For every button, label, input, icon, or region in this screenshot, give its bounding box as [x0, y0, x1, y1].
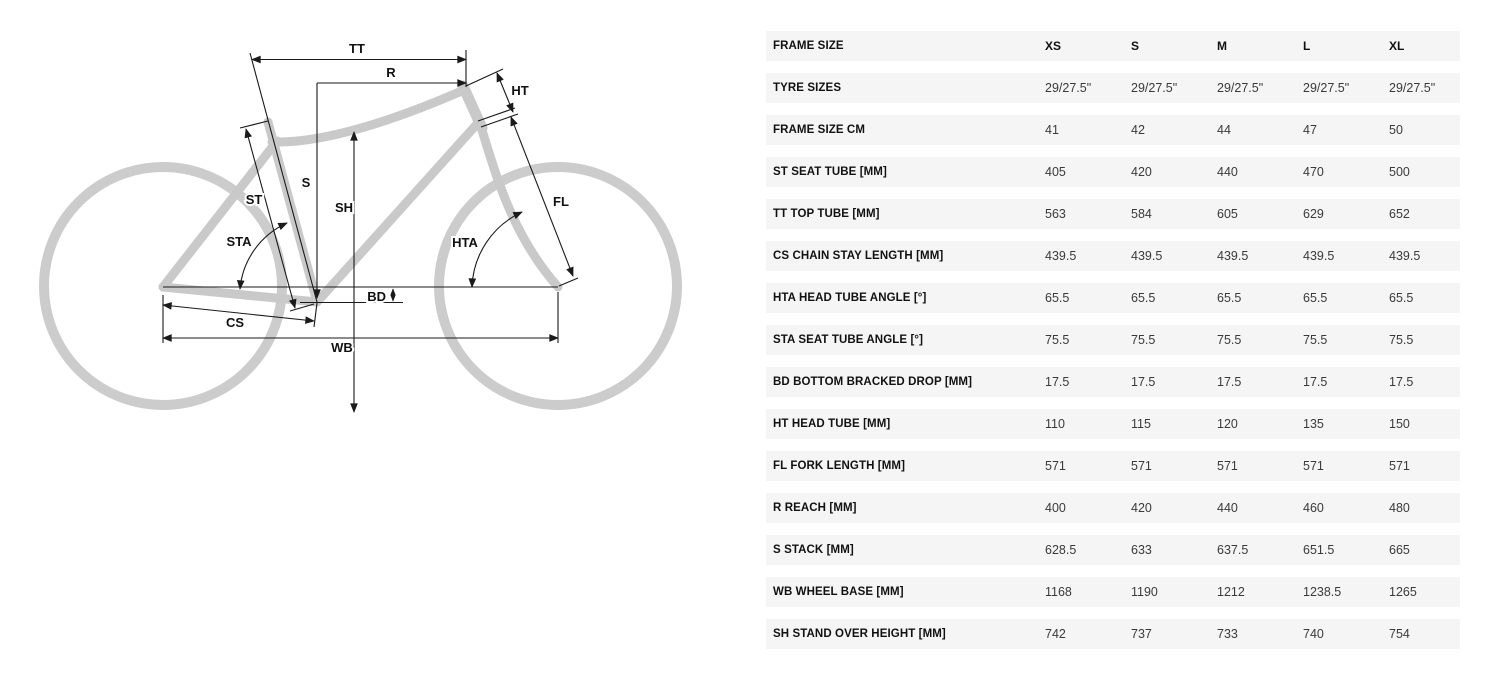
- cell-s: 75.5: [1131, 333, 1156, 347]
- cell-l: 29/27.5": [1303, 81, 1350, 95]
- label-wheel-base: WB: [331, 340, 353, 355]
- cell-s: 633: [1131, 543, 1152, 557]
- header-size-xl: XL: [1389, 39, 1405, 53]
- row-label: FRAME SIZE CM: [773, 124, 866, 136]
- cell-l: 439.5: [1303, 249, 1335, 263]
- label-top-tube: TT: [349, 41, 365, 56]
- label-seat-tube: ST: [245, 192, 263, 207]
- cell-l: 47: [1303, 123, 1317, 137]
- cell-m: 65.5: [1217, 291, 1242, 305]
- dim-fork-bottom-tick: [559, 278, 578, 286]
- table-row: [766, 241, 1460, 271]
- cell-s: 17.5: [1131, 375, 1156, 389]
- row-label: S STACK [MM]: [773, 544, 854, 556]
- cell-m: 29/27.5": [1217, 81, 1264, 95]
- row-label: WB WHEEL BASE [MM]: [773, 586, 904, 598]
- label-chain-stay: CS: [225, 315, 245, 330]
- header-label: FRAME SIZE: [773, 40, 844, 52]
- header-size-m: M: [1217, 39, 1227, 53]
- cell-m: 571: [1217, 459, 1238, 473]
- cell-l: 470: [1303, 165, 1324, 179]
- cell-s: 1190: [1131, 585, 1158, 599]
- table-row: [766, 451, 1460, 481]
- cell-s: 42: [1131, 123, 1145, 137]
- table-row: [766, 493, 1460, 523]
- cell-m: 75.5: [1217, 333, 1242, 347]
- dim-head-tube-top-tick: [466, 69, 503, 86]
- cell-m: 637.5: [1217, 543, 1249, 557]
- label-fork-length: FL: [553, 194, 569, 209]
- bike-frame: [163, 86, 558, 302]
- cell-xl: 480: [1389, 501, 1410, 515]
- cell-m: 440: [1217, 165, 1238, 179]
- cell-xs: 29/27.5": [1045, 81, 1092, 95]
- cell-l: 460: [1303, 501, 1324, 515]
- cell-xs: 563: [1045, 207, 1066, 221]
- cell-xl: 50: [1389, 123, 1403, 137]
- bike-geometry-diagram: [0, 0, 740, 470]
- cell-l: 1238.5: [1303, 585, 1342, 599]
- cell-xl: 65.5: [1389, 291, 1414, 305]
- cell-xl: 29/27.5": [1389, 81, 1436, 95]
- cell-m: 17.5: [1217, 375, 1242, 389]
- row-label: HT HEAD TUBE [MM]: [773, 418, 891, 430]
- head-tube-hash-mark-1: [478, 108, 515, 121]
- label-reach: R: [386, 65, 396, 80]
- top-tube: [272, 90, 464, 142]
- cell-s: 65.5: [1131, 291, 1156, 305]
- row-label: STA SEAT TUBE ANGLE [°]: [773, 334, 924, 346]
- cell-m: 440: [1217, 501, 1238, 515]
- table-row: [766, 73, 1460, 103]
- header-size-xs: XS: [1045, 39, 1062, 53]
- cell-xs: 571: [1045, 459, 1066, 473]
- cell-xs: 742: [1045, 627, 1066, 641]
- cell-xl: 1265: [1389, 585, 1417, 599]
- cell-xs: 628.5: [1045, 543, 1077, 557]
- chain-stay-tube: [163, 287, 317, 302]
- cell-s: 737: [1131, 627, 1152, 641]
- cell-s: 420: [1131, 165, 1152, 179]
- cell-xl: 652: [1389, 207, 1410, 221]
- dim-chain-stay-right-tick: [314, 303, 317, 327]
- table-row: [766, 199, 1460, 229]
- table-row: [766, 157, 1460, 187]
- cell-l: 65.5: [1303, 291, 1328, 305]
- row-label: BD BOTTOM BRACKED DROP [MM]: [773, 376, 973, 388]
- table-row: [766, 577, 1460, 607]
- head-tube: [463, 86, 482, 128]
- cell-s: 584: [1131, 207, 1152, 221]
- cell-xl: 17.5: [1389, 375, 1414, 389]
- cell-l: 651.5: [1303, 543, 1335, 557]
- row-label: R REACH [MM]: [773, 502, 857, 514]
- row-label: HTA HEAD TUBE ANGLE [°]: [773, 292, 927, 304]
- cell-xl: 754: [1389, 627, 1410, 641]
- cell-l: 629: [1303, 207, 1324, 221]
- table-row: [766, 409, 1460, 439]
- label-head-tube: HT: [511, 83, 529, 98]
- table-row: [766, 367, 1460, 397]
- cell-s: 115: [1131, 417, 1151, 431]
- cell-s: 29/27.5": [1131, 81, 1178, 95]
- cell-xl: 75.5: [1389, 333, 1414, 347]
- cell-xs: 65.5: [1045, 291, 1070, 305]
- row-label: TT TOP TUBE [MM]: [773, 208, 880, 220]
- table-header-row: [766, 31, 1460, 61]
- cell-l: 135: [1303, 417, 1324, 431]
- label-stack: S: [301, 175, 311, 190]
- cell-s: 439.5: [1131, 249, 1163, 263]
- cell-l: 740: [1303, 627, 1324, 641]
- table-row: [766, 115, 1460, 145]
- label-standover: SH: [334, 200, 354, 215]
- cell-m: 439.5: [1217, 249, 1249, 263]
- header-size-l: L: [1303, 39, 1311, 53]
- table-row: [766, 325, 1460, 355]
- dim-seat-tube-top-tick: [240, 121, 268, 128]
- cell-m: 44: [1217, 123, 1231, 137]
- cell-xs: 41: [1045, 123, 1059, 137]
- cell-xs: 405: [1045, 165, 1066, 179]
- cell-xs: 400: [1045, 501, 1066, 515]
- cell-l: 17.5: [1303, 375, 1328, 389]
- cell-xl: 665: [1389, 543, 1410, 557]
- cell-xs: 439.5: [1045, 249, 1077, 263]
- cell-xs: 1168: [1045, 585, 1072, 599]
- cell-s: 571: [1131, 459, 1152, 473]
- cell-xl: 150: [1389, 417, 1410, 431]
- row-label: TYRE SIZES: [773, 82, 842, 94]
- cell-m: 120: [1217, 417, 1238, 431]
- cell-xs: 110: [1045, 417, 1065, 431]
- row-label: CS CHAIN STAY LENGTH [MM]: [773, 250, 944, 262]
- cell-s: 420: [1131, 501, 1152, 515]
- table-row: [766, 535, 1460, 565]
- cell-xl: 500: [1389, 165, 1410, 179]
- cell-l: 571: [1303, 459, 1324, 473]
- label-bb-drop: BD: [367, 289, 386, 304]
- table-row: [766, 619, 1460, 649]
- row-label: FL FORK LENGTH [MM]: [773, 460, 905, 472]
- table-row: [766, 283, 1460, 313]
- cell-xs: 17.5: [1045, 375, 1070, 389]
- cell-m: 605: [1217, 207, 1238, 221]
- label-head-tube-angle: HTA: [452, 235, 478, 250]
- geometry-table: [766, 31, 1460, 661]
- row-label: SH STAND OVER HEIGHT [MM]: [773, 628, 946, 640]
- cell-xs: 75.5: [1045, 333, 1070, 347]
- header-size-s: S: [1131, 39, 1140, 53]
- cell-xl: 571: [1389, 459, 1410, 473]
- cell-m: 1212: [1217, 585, 1245, 599]
- label-seat-tube-angle: STA: [226, 234, 252, 249]
- cell-xl: 439.5: [1389, 249, 1421, 263]
- cell-l: 75.5: [1303, 333, 1328, 347]
- cell-m: 733: [1217, 627, 1238, 641]
- row-label: ST SEAT TUBE [MM]: [773, 166, 887, 178]
